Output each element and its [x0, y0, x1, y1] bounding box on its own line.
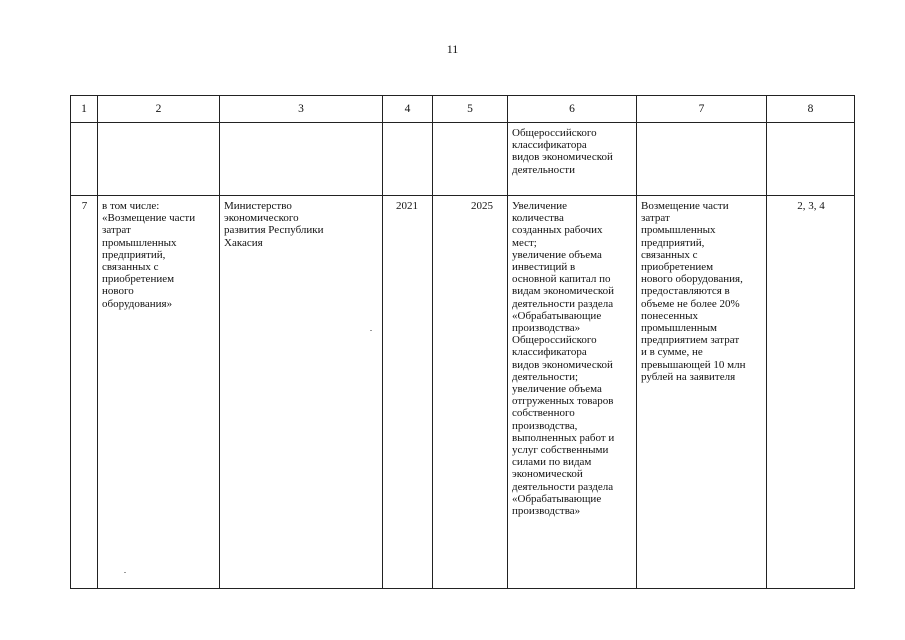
page-number: 11: [446, 42, 459, 56]
table-row-item-7: [71, 196, 855, 589]
cell-continuation-indicators: Общероссийского классификатора видов экономической деятельности: [508, 123, 637, 196]
cell-measure-name: в том числе: «Возмещение части затрат промышленных предприятий, связанных с приобретением нового оборудования»: [98, 196, 220, 589]
header-cell-8: 8: [767, 96, 855, 123]
cell-measure-description: Возмещение части затрат промышленных предприятий, связанных с приобретением нового оборудования, предоставляются в объеме не более 20% понесенных промышленным предприятием затрат и в сумме, не превышающей 10 млн рублей на заявителя: [637, 196, 767, 589]
cell-related-indicators: 2, 3, 4: [767, 196, 855, 589]
cell-responsible-executor: Министерство экономического развития Республики Хакасия: [220, 196, 383, 589]
cell-continuation-col7: [637, 123, 767, 196]
cell-continuation-col3: [220, 123, 383, 196]
scan-speck: [370, 330, 372, 331]
table-row-continuation: [71, 123, 855, 196]
header-cell-4: 4: [383, 96, 433, 123]
cell-continuation-col2: [98, 123, 220, 196]
cell-continuation-col4: [383, 123, 433, 196]
cell-start-year: 2021: [383, 196, 433, 589]
cell-expected-results: Увеличение количества созданных рабочих мест; увеличение объема инвестиций в основной капитал по видам экономической деятельности раздела «Обрабатывающие производства» Общероссийского классификатора видов экономической деятельности; увеличение объема отгруженных товаров собственного производства, выполненных работ и услуг собственными силами по видам экономической деятельности раздела «Обрабатывающие производства»: [508, 196, 637, 589]
cell-continuation-col5: [433, 123, 508, 196]
scan-speck: [124, 572, 126, 573]
table-header-row: [71, 96, 855, 123]
cell-item-number: 7: [71, 196, 98, 589]
header-cell-2: 2: [98, 96, 220, 123]
cell-end-year: 2025: [433, 196, 508, 589]
program-measures-table: [70, 95, 855, 589]
header-cell-5: 5: [433, 96, 508, 123]
header-cell-6: 6: [508, 96, 637, 123]
cell-continuation-col8: [767, 123, 855, 196]
cell-continuation-col1: [71, 123, 98, 196]
header-cell-7: 7: [637, 96, 767, 123]
header-cell-1: 1: [71, 96, 98, 123]
header-cell-3: 3: [220, 96, 383, 123]
